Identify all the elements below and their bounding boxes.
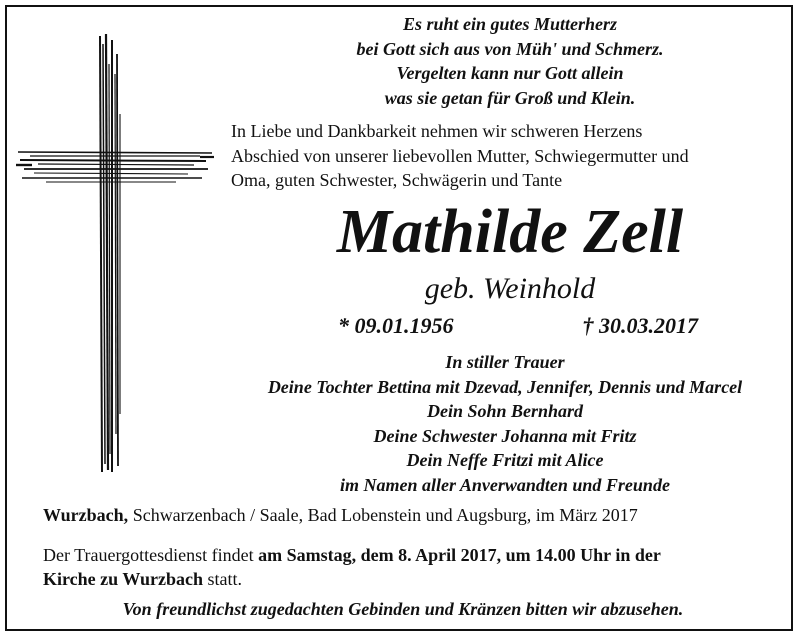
verse-line: bei Gott sich aus von Müh' und Schmerz. — [356, 38, 664, 59]
mourner-line: In stiller Trauer — [445, 352, 565, 372]
deceased-name: Mathilde Zell — [336, 198, 684, 266]
life-dates — [338, 311, 698, 341]
place-rest: Schwarzenbach / Saale, Bad Lobenstein und Augsburg, im März 2017 — [128, 505, 638, 525]
birth-date: * 09.01.1956 — [338, 313, 454, 338]
service-notice — [43, 543, 783, 591]
verse-line: was sie getan für Groß und Klein. — [384, 87, 636, 108]
intro-line: Abschied von unserer liebevollen Mutter, Schwiegermutter und — [231, 145, 689, 166]
mourner-line: Deine Schwester Johanna mit Fritz — [373, 425, 637, 446]
verse — [300, 12, 720, 110]
mourners-list — [220, 350, 790, 497]
place-town: Wurzbach, — [43, 505, 129, 525]
service-time: am Samstag, dem 8. April 2017, um 14.00 Uhr in der — [258, 545, 661, 565]
service-prefix: Der Trauergottesdienst findet — [43, 545, 259, 565]
verse-line: Vergelten kann nur Gott allein — [396, 63, 624, 83]
intro-line: In Liebe und Dankbarkeit nehmen wir schweren Herzens — [231, 121, 643, 141]
mourner-line: Dein Sohn Bernhard — [426, 401, 584, 421]
mourner-line: Dein Neffe Fritzi mit Alice — [406, 450, 604, 470]
service-location: Kirche zu Wurzbach — [43, 569, 204, 589]
verse-line: Es ruht ein gutes Mutterherz — [402, 14, 618, 34]
place-date-line — [43, 503, 783, 527]
death-date: † 30.03.2017 — [582, 313, 698, 338]
intro-line: Oma, guten Schwester, Schwägerin und Tante — [231, 170, 563, 190]
mourner-line: im Namen aller Anverwandten und Freunde — [340, 474, 670, 495]
cross-icon — [16, 34, 216, 474]
birth-name: geb. Weinhold — [424, 272, 596, 305]
mourner-line: Deine Tochter Bettina mit Dzevad, Jennifer, Dennis und Marcel — [267, 376, 743, 397]
intro-text — [231, 119, 771, 193]
floral-request: Von freundlichst zugedachten Gebinden und Kränzen bitten wir abzusehen. — [122, 599, 684, 619]
service-suffix: statt. — [203, 569, 243, 589]
